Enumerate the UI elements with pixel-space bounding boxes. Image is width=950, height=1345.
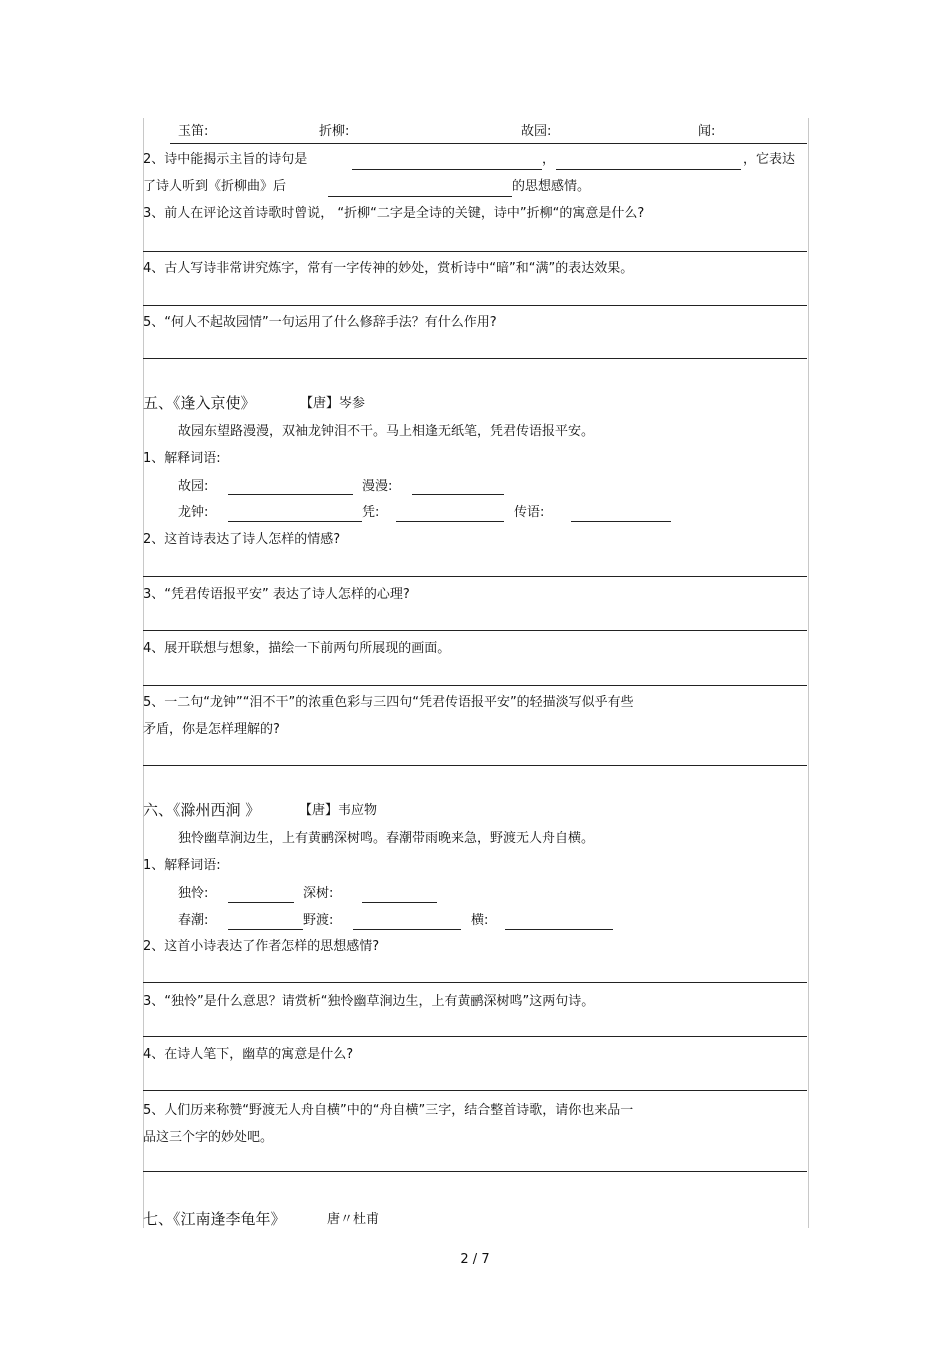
word-longzhong: 龙钟: bbox=[178, 505, 209, 520]
answer-blank[interactable] bbox=[505, 915, 613, 930]
question-5: 5、“何人不起故园情”一句运用了什么修辞手法？有什么作用? bbox=[143, 315, 497, 330]
question-3: 3、“凭君传语报平安” 表达了诗人怎样的心理? bbox=[143, 587, 410, 602]
poem-text: 独怜幽草涧边生，上有黄鹂深树鸣。春潮带雨晚来急，野渡无人舟自横。 bbox=[178, 831, 595, 846]
question-4: 4、在诗人笔下，幽草的寓意是什么? bbox=[143, 1047, 354, 1062]
word-shenshu: 深树: bbox=[303, 886, 334, 901]
word-chunchao: 春潮: bbox=[178, 913, 209, 928]
label-wen: 闻: bbox=[698, 124, 716, 139]
question-1: 1、解释词语: bbox=[143, 451, 221, 466]
word-chuanyu: 传语: bbox=[514, 505, 545, 520]
answer-blank[interactable] bbox=[571, 507, 671, 522]
word-manman: 漫漫: bbox=[362, 479, 393, 494]
page-number: 2 / 7 bbox=[460, 1252, 490, 1267]
question-1: 1、解释词语: bbox=[143, 858, 221, 873]
section-author: 唐〃杜甫 bbox=[327, 1212, 380, 1227]
answer-blank[interactable] bbox=[396, 507, 504, 522]
answer-blank[interactable] bbox=[362, 888, 437, 903]
question-2-line2: 了诗人听到《折柳曲》后 bbox=[143, 179, 287, 194]
answer-line[interactable] bbox=[170, 143, 807, 144]
word-dulian: 独怜: bbox=[178, 886, 209, 901]
section-author: 【唐】岑参 bbox=[300, 396, 366, 411]
answer-blank[interactable] bbox=[353, 915, 461, 930]
answer-line[interactable] bbox=[143, 576, 807, 577]
answer-blank[interactable] bbox=[228, 888, 294, 903]
poem-text: 故园东望路漫漫，双袖龙钟泪不干。马上相逢无纸笔，凭君传语报平安。 bbox=[178, 424, 595, 439]
section-title: 五、《逢入京使》 bbox=[143, 394, 256, 412]
label-zheliu: 折柳: bbox=[319, 124, 350, 139]
question-2: 2、这首诗表达了诗人怎样的情感? bbox=[143, 532, 341, 547]
answer-line[interactable] bbox=[143, 1036, 807, 1037]
answer-line[interactable] bbox=[143, 358, 807, 359]
section-title: 七、《江南逢李龟年》 bbox=[143, 1210, 286, 1228]
answer-blank[interactable] bbox=[556, 155, 741, 170]
word-yedu: 野渡: bbox=[303, 913, 334, 928]
question-5-line2: 品这三个字的妙处吧。 bbox=[143, 1130, 274, 1145]
question-2-end: 的思想感情。 bbox=[512, 179, 591, 194]
question-2: 2、这首小诗表达了作者怎样的思想感情? bbox=[143, 939, 380, 954]
answer-line[interactable] bbox=[143, 1171, 807, 1172]
question-5: 5、人们历来称赞“野渡无人舟自横”中的“舟自横”三字，结合整首诗歌，请你也来品一 bbox=[143, 1103, 634, 1118]
comma: ， bbox=[542, 152, 556, 167]
question-3: 3、“独怜”是什么意思？请赏析“独怜幽草涧边生，上有黄鹂深树鸣”这两句诗。 bbox=[143, 994, 595, 1009]
question-2-cont: ，它表达 bbox=[743, 152, 796, 167]
answer-line[interactable] bbox=[143, 305, 807, 306]
answer-blank[interactable] bbox=[228, 507, 362, 522]
answer-line[interactable] bbox=[143, 982, 807, 983]
answer-blank[interactable] bbox=[228, 480, 353, 495]
question-4: 4、古人写诗非常讲究炼字，常有一字传神的妙处，赏析诗中“暗”和“满”的表达效果。 bbox=[143, 261, 634, 276]
answer-line[interactable] bbox=[143, 1090, 807, 1091]
question-5: 5、一二句“龙钟”“泪不干”的浓重色彩与三四句“凭君传语报平安”的轻描淡写似乎有些 bbox=[143, 695, 634, 710]
question-5-line2: 矛盾，你是怎样理解的? bbox=[143, 722, 280, 737]
answer-blank[interactable] bbox=[412, 480, 504, 495]
section-author: 【唐】韦应物 bbox=[299, 803, 378, 818]
answer-blank[interactable] bbox=[352, 155, 542, 170]
answer-blank[interactable] bbox=[328, 182, 512, 197]
answer-blank[interactable] bbox=[228, 915, 303, 930]
answer-line[interactable] bbox=[143, 765, 807, 766]
word-ping: 凭: bbox=[362, 505, 380, 520]
label-yudi: 玉笛: bbox=[178, 124, 209, 139]
answer-line[interactable] bbox=[143, 685, 807, 686]
question-2: 2、诗中能揭示主旨的诗句是 bbox=[143, 152, 308, 167]
word-guyuan: 故园: bbox=[178, 479, 209, 494]
word-heng: 横: bbox=[471, 913, 489, 928]
question-3: 3、前人在评论这首诗歌时曾说， “折柳“二字是全诗的关键，诗中”折柳“的寓意是什么? bbox=[143, 206, 645, 221]
section-title: 六、《滁州西涧 》 bbox=[143, 801, 261, 819]
label-guyuan: 故园: bbox=[521, 124, 552, 139]
answer-line[interactable] bbox=[143, 630, 807, 631]
question-4: 4、展开联想与想象，描绘一下前两句所展现的画面。 bbox=[143, 641, 451, 656]
answer-line[interactable] bbox=[143, 251, 807, 252]
